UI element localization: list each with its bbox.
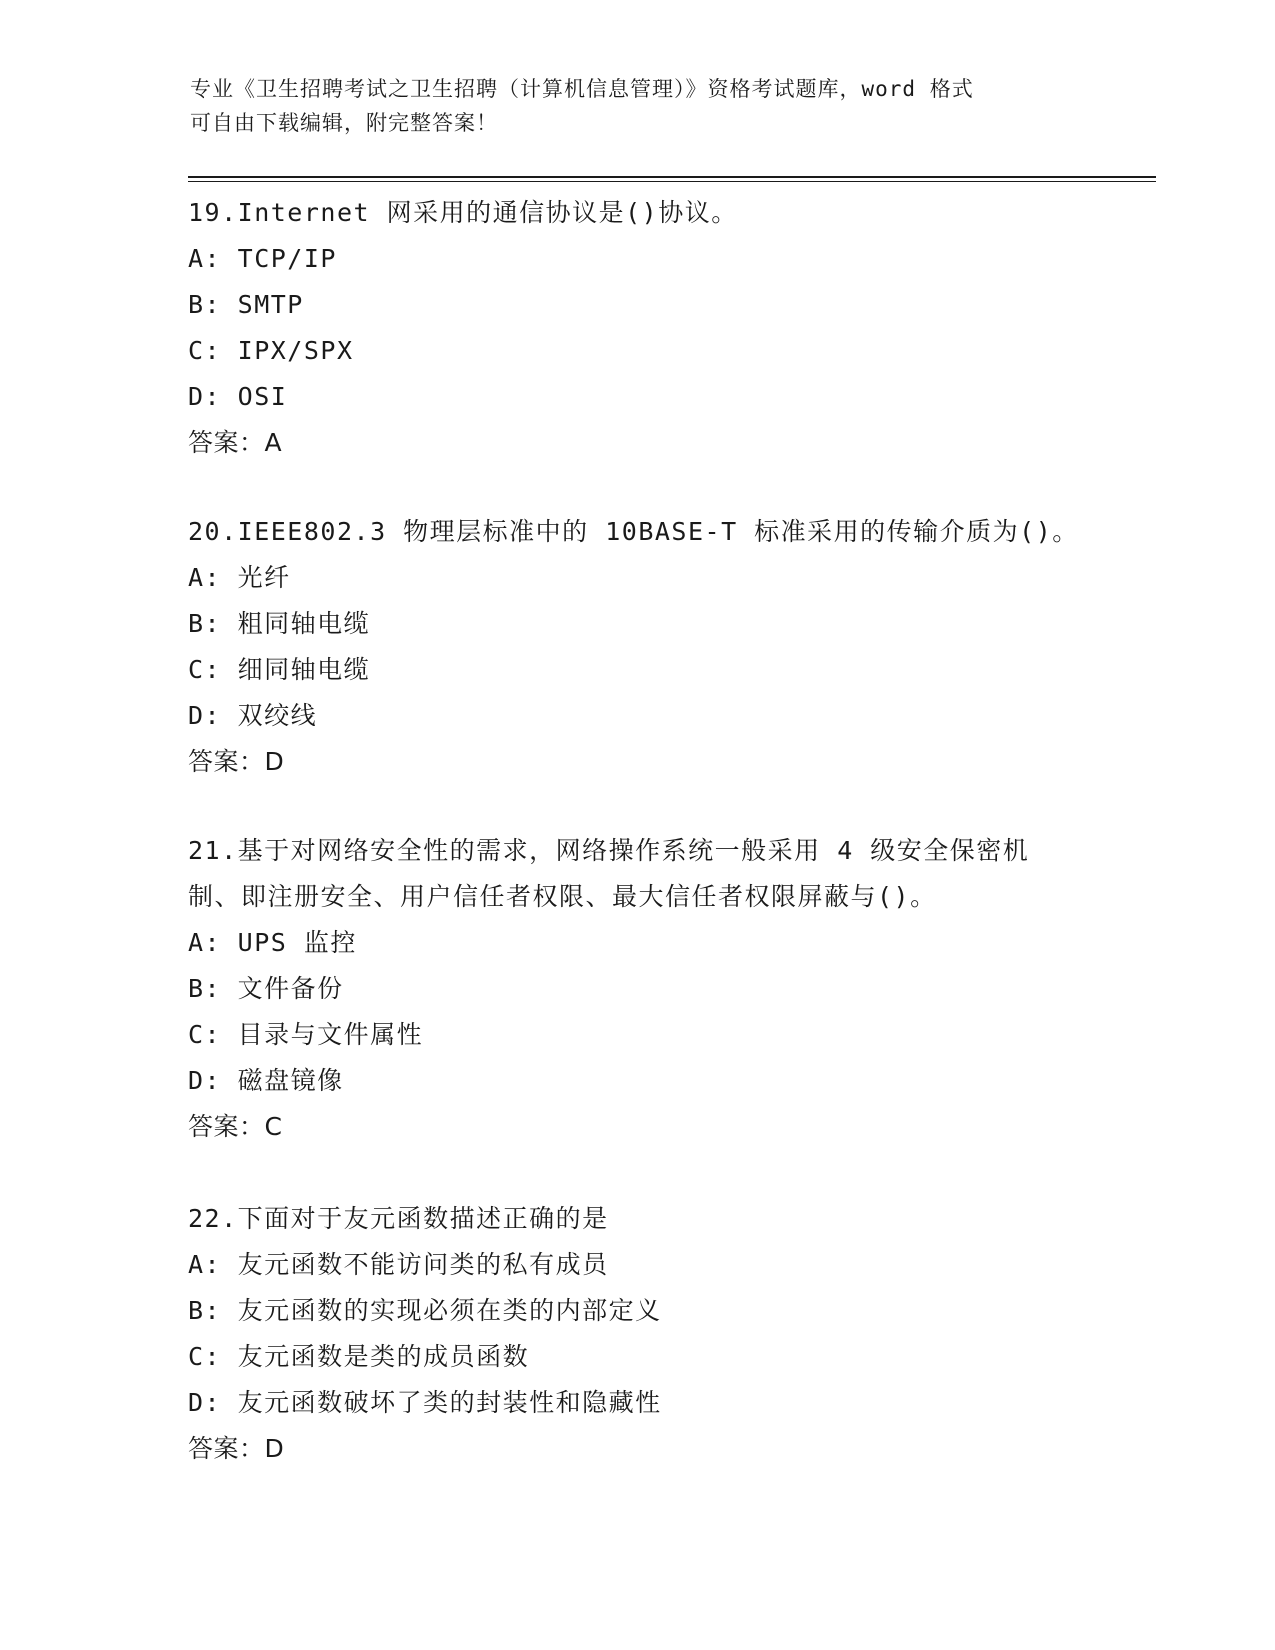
option-a: A: 光纤 xyxy=(188,563,291,592)
option-b: B: 友元函数的实现必须在类的内部定义 xyxy=(188,1296,662,1325)
answer-value: C xyxy=(264,1112,283,1141)
question-20 xyxy=(188,509,1088,785)
document-header xyxy=(190,72,1090,140)
option-c: C: 友元函数是类的成员函数 xyxy=(188,1342,530,1371)
option-c: C: 目录与文件属性 xyxy=(188,1020,424,1049)
answer-line xyxy=(188,1426,1088,1472)
answer-value: D xyxy=(264,1434,285,1463)
question-stem-line-1: 21.基于对网络安全性的需求，网络操作系统一般采用 4 级安全保密机 xyxy=(188,836,1030,865)
answer-label: 答案： xyxy=(188,428,265,457)
option-d: D: OSI xyxy=(188,382,288,411)
header-line-2: 可自由下载编辑，附完整答案！ xyxy=(190,111,498,135)
answer-value: A xyxy=(264,428,283,457)
question-stem: 20.IEEE802.3 物理层标准中的 10BASE-T 标准采用的传输介质为()。 xyxy=(188,517,1079,546)
answer-line xyxy=(188,739,1088,785)
option-b: B: 文件备份 xyxy=(188,974,344,1003)
question-22 xyxy=(188,1196,1088,1472)
answer-label: 答案： xyxy=(188,1434,265,1463)
option-a: A: TCP/IP xyxy=(188,244,337,273)
answer-value: D xyxy=(264,747,285,776)
header-divider-thick xyxy=(188,176,1156,178)
question-stem: 19.Internet 网采用的通信协议是()协议。 xyxy=(188,198,738,227)
answer-line xyxy=(188,1104,1088,1150)
option-a: A: UPS 监控 xyxy=(188,928,357,957)
option-d: D: 磁盘镜像 xyxy=(188,1066,344,1095)
option-b: B: SMTP xyxy=(188,290,304,319)
option-d: D: 双绞线 xyxy=(188,701,318,730)
question-21 xyxy=(188,828,1088,1150)
header-divider-thin xyxy=(188,181,1156,182)
option-d: D: 友元函数破坏了类的封装性和隐藏性 xyxy=(188,1388,662,1417)
option-a: A: 友元函数不能访问类的私有成员 xyxy=(188,1250,609,1279)
header-line-1: 专业《卫生招聘考试之卫生招聘（计算机信息管理）》资格考试题库，word 格式 xyxy=(190,77,974,101)
answer-label: 答案： xyxy=(188,1112,265,1141)
option-c: C: 细同轴电缆 xyxy=(188,655,371,684)
question-stem: 22.下面对于友元函数描述正确的是 xyxy=(188,1204,609,1233)
answer-label: 答案： xyxy=(188,747,265,776)
answer-line xyxy=(188,420,1088,466)
option-b: B: 粗同轴电缆 xyxy=(188,609,371,638)
question-stem-line-2: 制、即注册安全、用户信任者权限、最大信任者权限屏蔽与()。 xyxy=(188,882,937,911)
question-19 xyxy=(188,190,1088,466)
option-c: C: IPX/SPX xyxy=(188,336,354,365)
